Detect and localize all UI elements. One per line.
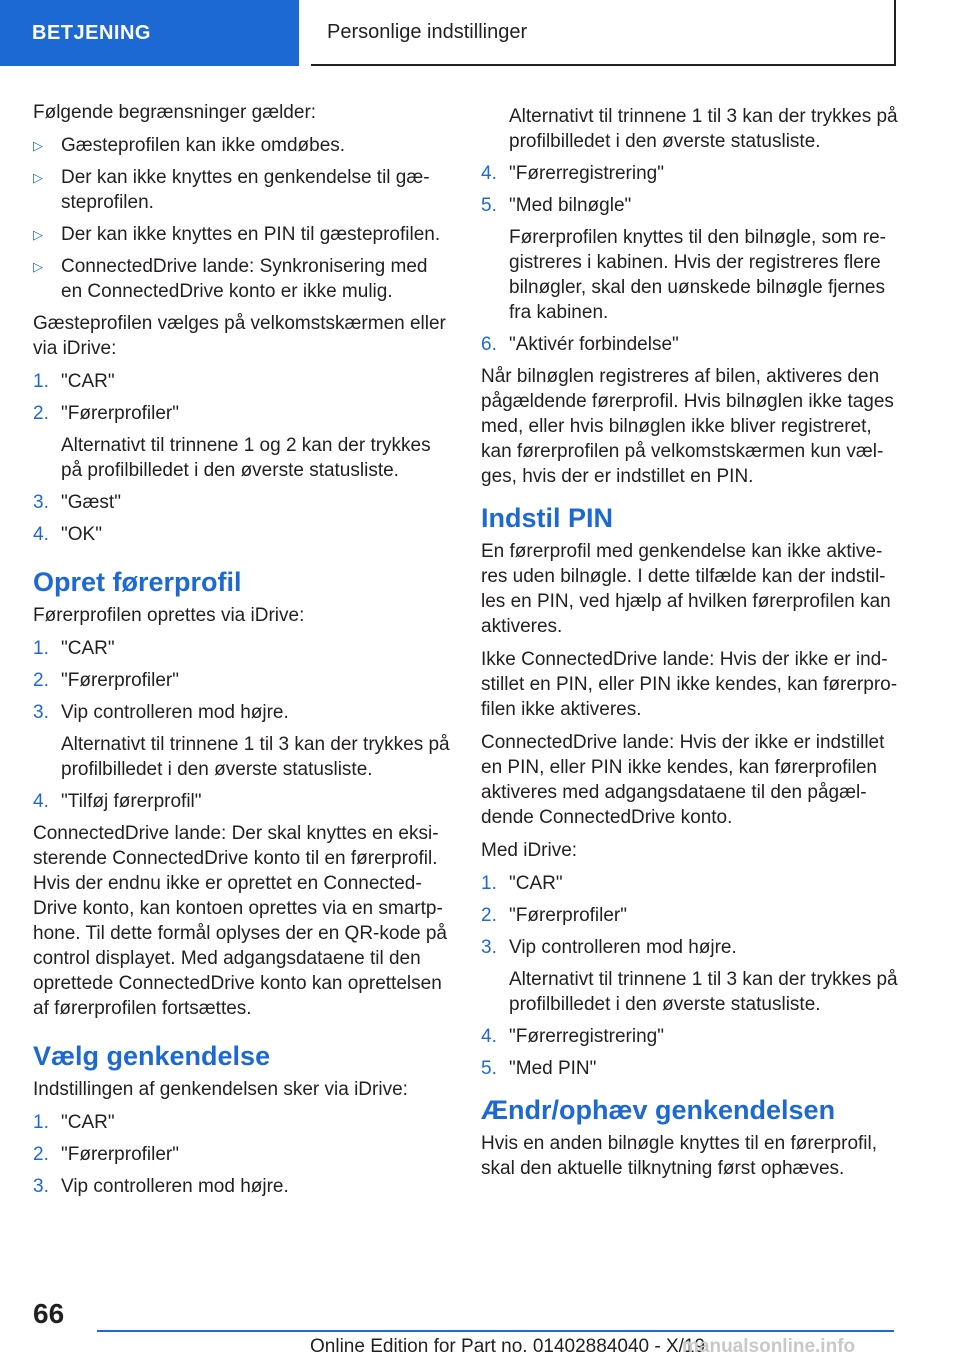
step-item: 2. "Førerprofiler" (33, 670, 179, 691)
step-note: Alternativt til trinnene 1 til 3 kan der trykkes på profilbilledet i den øverste statusliste. (509, 106, 898, 152)
select-intro: Indstillingen af genkendelsen sker via iDrive: (33, 1079, 408, 1100)
step-item: 4. "Førerregistrering" (481, 163, 664, 184)
step-item: 3. Vip controlleren mod højre. (33, 702, 289, 723)
pin-paragraph-2: Ikke ConnectedDrive lande: Hvis der ikke er indstillet en PIN, eller PIN ikke kendes, kan førerprofilen ikke aktiveres. (481, 649, 898, 720)
change-paragraph: Hvis en anden bilnøgle knyttes til en førerprofil, skal den aktuelle tilknytning først ophæves. (481, 1133, 878, 1179)
left-column (33, 100, 451, 1206)
right-column (481, 104, 899, 1189)
pin-intro: Med iDrive: (481, 840, 578, 861)
step-item: 1. "CAR" (481, 873, 563, 894)
heading-change-recognition: Ændr/ophæv genkendelsen (481, 1095, 836, 1125)
create-intro: Førerprofilen oprettes via iDrive: (33, 605, 305, 626)
step-item: 4. "Førerregistrering" (481, 1026, 664, 1047)
step-item: 3. Vip controlleren mod højre. (481, 937, 737, 958)
restrictions-intro: Følgende begrænsninger gælder: (33, 102, 317, 123)
watermark: manualsonline.info (682, 1336, 856, 1357)
step-item: 4. "OK" (33, 524, 102, 545)
step-item: 1. "CAR" (33, 638, 115, 659)
step-item: 1. "CAR" (33, 371, 115, 392)
triangle-bullet-icon: ▷ (33, 259, 43, 274)
triangle-bullet-icon: ▷ (33, 170, 43, 185)
step-item: 6. "Aktivér forbindelse" (481, 334, 679, 355)
list-item: ▷ Der kan ikke knyttes en PIN til gæsteprofilen. (33, 224, 441, 245)
step-item: 5. "Med PIN" (481, 1058, 597, 1079)
step-item: 2. "Førerprofiler" (33, 403, 179, 424)
list-item: ▷ ConnectedDrive lande: Synkronisering med en ConnectedDrive konto er ikke mulig. (33, 256, 428, 302)
pin-paragraph-1: En førerprofil med genkendelse kan ikke aktiveres uden bilnøgle. I dette tilfælde kan der indstilles en PIN, ved hjælp af hvilken førerprofilen kan aktiveres. (481, 541, 891, 637)
footer-divider (97, 1330, 894, 1332)
step-item: 3. Vip controlleren mod højre. (33, 1176, 289, 1197)
triangle-bullet-icon: ▷ (33, 227, 43, 242)
step-note: Førerprofilen knyttes til den bilnøgle, som registreres i kabinen. Hvis der registreres flere bilnøgler, skal den uønskede bilnøgle fjernes fra kabinen. (509, 227, 886, 323)
heading-set-pin: Indstil PIN (481, 503, 614, 533)
create-paragraph: ConnectedDrive lande: Der skal knyttes en eksisterende ConnectedDrive konto til en førerprofil. Hvis der endnu ikke er oprettet en ConnectedDrive konto, kan kontoen oprettes via en smartphone. Til dette formål oplyses der en QR-kode på control displayet. Med adgangsdataene til den oprettede ConnectedDrive konto kan oprettelsen af førerprofilen fortsættes. (33, 823, 448, 1019)
step-item: 1. "CAR" (33, 1112, 115, 1133)
heading-create-profile: Opret førerprofil (33, 567, 242, 597)
pin-paragraph-3: ConnectedDrive lande: Hvis der ikke er indstillet en PIN, eller PIN ikke kendes, kan førerprofilen aktiveres med adgangsdataene til den pågældende ConnectedDrive konto. (481, 732, 885, 828)
page-number: 66 (33, 1298, 65, 1329)
step-item: 5. "Med bilnøgle" (481, 195, 632, 216)
step-note: Alternativt til trinnene 1 og 2 kan der trykkes på profilbilledet i den øverste statusliste. (61, 435, 431, 481)
step-item: 2. "Førerprofiler" (481, 905, 627, 926)
step-item: 3. "Gæst" (33, 492, 121, 513)
heading-select-recognition: Vælg genkendelse (33, 1041, 271, 1071)
step-note: Alternativt til trinnene 1 til 3 kan der trykkes på profilbilledet i den øverste statusliste. (509, 969, 898, 1015)
step-item: 4. "Tilføj førerprofil" (33, 791, 202, 812)
triangle-bullet-icon: ▷ (33, 138, 43, 153)
guest-select-text: Gæsteprofilen vælges på velkomstskærmen eller via iDrive: (33, 313, 446, 359)
page-title: Personlige indstillinger (311, 0, 896, 66)
list-item: ▷ Der kan ikke knyttes en genkendelse til gæsteprofilen. (33, 167, 430, 213)
select-paragraph: Når bilnøglen registreres af bilen, aktiveres den pågældende førerprofil. Hvis bilnøglen ikke tages med, eller hvis bilnøglen ikke bliver registreret, kan førerprofilen på velkomstskærmen kun vælges, hvis der er indstillet en PIN. (481, 366, 894, 487)
step-item: 2. "Førerprofiler" (33, 1144, 179, 1165)
list-item: ▷ Gæsteprofilen kan ikke omdøbes. (33, 135, 346, 156)
section-tab: BETJENING (0, 0, 299, 66)
footer-edition: Online Edition for Part no. 01402884040 - X/19 (310, 1336, 706, 1357)
step-note: Alternativt til trinnene 1 til 3 kan der trykkes på profilbilledet i den øverste statusliste. (61, 734, 450, 780)
